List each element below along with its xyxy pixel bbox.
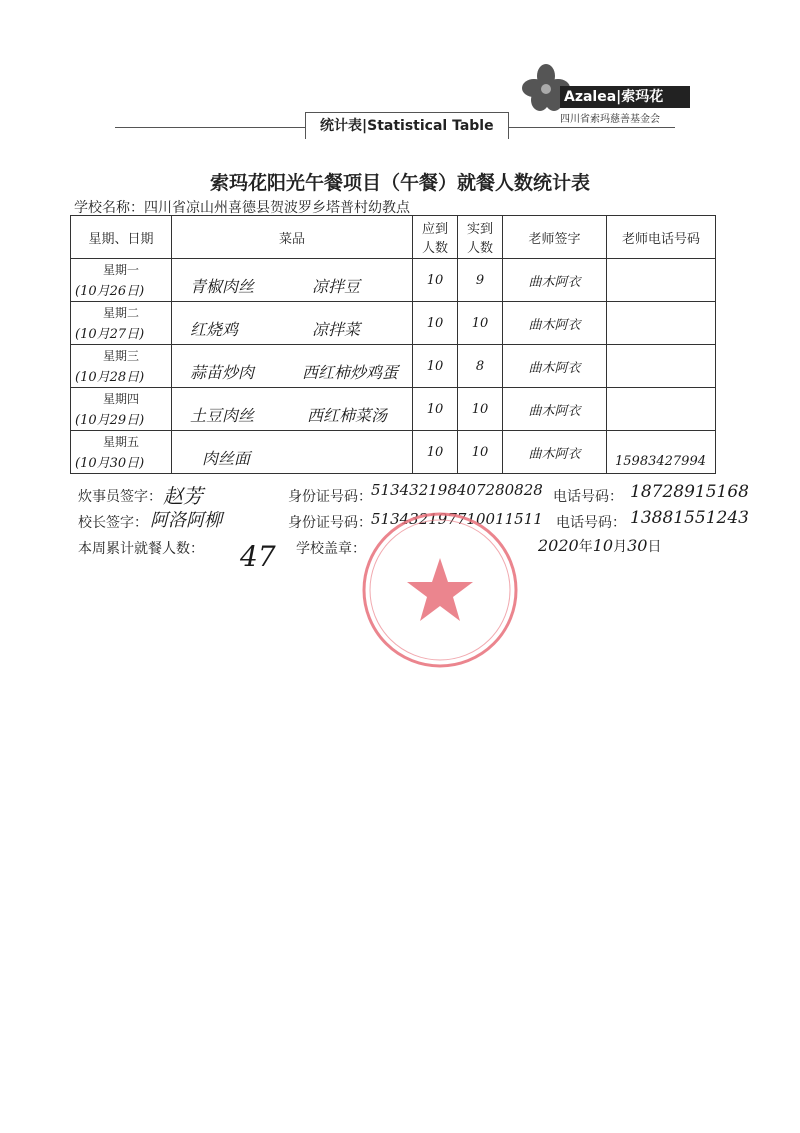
col-header-teacher-sign: 老师签字	[503, 216, 607, 259]
expected-count: 10	[413, 302, 458, 345]
weekday: 星期五	[102, 435, 139, 449]
weekday: 星期三	[102, 349, 139, 363]
dish-1: 红烧鸡	[190, 320, 239, 339]
cook-phone-number: 18728915168	[630, 482, 749, 502]
col-header-expected	[413, 216, 458, 259]
table-row	[71, 345, 716, 388]
dish-cell	[172, 431, 413, 474]
table-header-row	[71, 216, 716, 259]
actual-count: 10	[458, 302, 503, 345]
date: (10月26日)	[75, 284, 145, 299]
actual-count: 8	[458, 345, 503, 388]
actual-count: 10	[458, 388, 503, 431]
date: (10月29日)	[75, 413, 145, 428]
total-value: 47	[240, 540, 276, 573]
table-row	[71, 388, 716, 431]
sign-date	[538, 536, 661, 556]
page-title: 索玛花阳光午餐项目（午餐）就餐人数统计表	[209, 172, 590, 194]
principal-phone-number: 13881551243	[630, 508, 749, 528]
date: (10月30日)	[75, 456, 145, 471]
dish-cell	[172, 302, 413, 345]
teacher-phone	[607, 388, 716, 431]
date-cell	[71, 345, 172, 388]
dish-1: 肉丝面	[202, 449, 251, 468]
date-cell	[71, 431, 172, 474]
col-header-actual	[458, 216, 503, 259]
date-year-unit: 年	[578, 539, 593, 555]
principal-id-number: 513432197710011511	[371, 510, 543, 528]
teacher-phone-value: 15983427994	[615, 454, 706, 469]
col-header-date: 星期、日期	[71, 216, 172, 259]
date-cell	[71, 388, 172, 431]
table-row	[71, 431, 716, 474]
weekday: 星期四	[102, 392, 139, 406]
header-banner: 统计表|Statistical Table	[305, 112, 509, 139]
date-cell	[71, 302, 172, 345]
school-label: 学校名称：	[74, 200, 144, 216]
seal-label: 学校盖章：	[296, 541, 366, 557]
cook-id-number: 513432198407280828	[371, 481, 543, 499]
school-seal-stamp	[360, 510, 520, 670]
dish-1: 青椒肉丝	[190, 277, 255, 296]
cook-id-label: 身份证号码：	[288, 489, 372, 505]
teacher-phone	[607, 302, 716, 345]
table-row	[71, 259, 716, 302]
principal-id-label: 身份证号码：	[288, 515, 372, 531]
school-name-line	[74, 197, 410, 217]
teacher-phone	[607, 345, 716, 388]
col-header-dishes: 菜品	[172, 216, 413, 259]
teacher-phone	[607, 259, 716, 302]
total-label: 本周累计就餐人数：	[78, 541, 204, 557]
teacher-signature: 曲木阿衣	[503, 388, 607, 431]
expected-count: 10	[413, 259, 458, 302]
expected-count: 10	[413, 388, 458, 431]
dish-1: 土豆肉丝	[190, 406, 255, 425]
date-year: 2020	[538, 536, 579, 555]
logo-brand: Azalea|索玛花	[560, 86, 690, 108]
dish-cell	[172, 388, 413, 431]
logo-subtitle: 四川省索玛慈善基金会	[560, 114, 660, 125]
teacher-signature: 曲木阿衣	[503, 431, 607, 474]
dish-2: 凉拌豆	[312, 277, 361, 296]
expected-count: 10	[413, 431, 458, 474]
teacher-signature: 曲木阿衣	[503, 259, 607, 302]
dish-cell	[172, 345, 413, 388]
star-icon	[407, 558, 473, 621]
meal-table	[70, 215, 716, 474]
cook-signature: 赵芳	[163, 484, 203, 508]
dish-2: 西红柿菜汤	[307, 406, 388, 425]
cook-phone-label: 电话号码：	[553, 489, 623, 505]
school-name: 四川省凉山州喜德县贺波罗乡塔普村幼教点	[144, 200, 410, 216]
principal-label: 校长签字：	[78, 515, 148, 531]
date-day: 30	[627, 536, 648, 555]
col-header-expected-line1: 应到	[421, 222, 448, 237]
logo	[520, 62, 680, 125]
date: (10月27日)	[75, 327, 145, 342]
weekday: 星期二	[102, 306, 139, 320]
table-row	[71, 302, 716, 345]
col-header-actual-line1: 实到	[466, 222, 493, 237]
expected-count: 10	[413, 345, 458, 388]
dish-1: 蒜苗炒肉	[190, 363, 255, 382]
date-cell	[71, 259, 172, 302]
dish-2: 西红柿炒鸡蛋	[302, 363, 399, 382]
weekday: 星期一	[102, 263, 139, 277]
teacher-signature: 曲木阿衣	[503, 345, 607, 388]
actual-count: 10	[458, 431, 503, 474]
principal-phone-label: 电话号码：	[556, 515, 626, 531]
date-month-unit: 月	[613, 539, 628, 555]
date-month: 10	[592, 536, 614, 555]
principal-signature: 阿洛阿柳	[150, 510, 222, 531]
dish-2: 凉拌菜	[312, 320, 361, 339]
teacher-signature: 曲木阿衣	[503, 302, 607, 345]
teacher-phone	[607, 431, 716, 474]
actual-count: 9	[458, 259, 503, 302]
cook-label: 炊事员签字：	[78, 489, 162, 505]
date: (10月28日)	[75, 370, 145, 385]
col-header-teacher-phone: 老师电话号码	[607, 216, 716, 259]
date-day-unit: 日	[647, 539, 662, 555]
dish-cell	[172, 259, 413, 302]
col-header-actual-line2: 人数	[466, 241, 493, 256]
col-header-expected-line2: 人数	[421, 241, 448, 256]
